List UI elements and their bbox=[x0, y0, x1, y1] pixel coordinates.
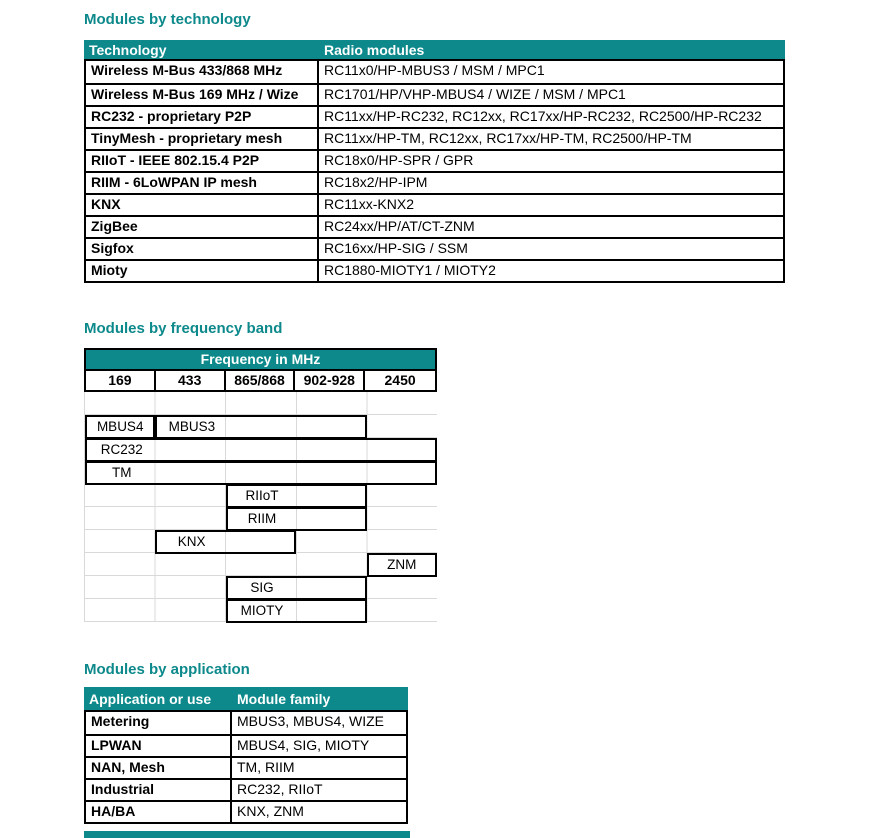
band-header-433: 433 bbox=[156, 371, 226, 390]
families-cell: KNX, ZNM bbox=[237, 803, 304, 819]
band-header-2450: 2450 bbox=[384, 372, 416, 388]
application-cell: LPWAN bbox=[86, 736, 232, 756]
families-cell: RC232, RIIoT bbox=[237, 781, 323, 797]
freq-box-label: MIOTY bbox=[240, 603, 284, 618]
application-table-header bbox=[84, 687, 408, 710]
freq-box-riiot bbox=[226, 484, 367, 508]
freq-box-label: SIG bbox=[250, 580, 274, 595]
table-row bbox=[86, 61, 783, 83]
modules-cell: RC11xx/HP-TM, RC12xx, RC17xx/HP-TM, RC2500/HP-TM bbox=[324, 130, 692, 146]
table-row bbox=[86, 105, 783, 127]
technology-section-title: Modules by technology bbox=[84, 11, 251, 28]
table-row bbox=[86, 127, 783, 149]
modules-cell: RC18x2/HP-IPM bbox=[324, 174, 428, 190]
band-header-169: 169 bbox=[86, 371, 156, 390]
technology-table-body bbox=[84, 59, 785, 283]
technology-cell: KNX bbox=[86, 195, 319, 215]
families-cell: TM, RIIM bbox=[237, 759, 295, 775]
table-row bbox=[86, 149, 783, 171]
module-family-column-header: Module family bbox=[237, 690, 331, 707]
application-table-body bbox=[84, 710, 408, 824]
technology-cell: RIIoT - IEEE 802.15.4 P2P bbox=[86, 151, 319, 171]
freq-box-mioty bbox=[226, 599, 367, 623]
frequency-grid bbox=[84, 392, 437, 622]
modules-cell: RC11x0/HP-MBUS3 / MSM / MPC1 bbox=[324, 62, 545, 78]
freq-box-riim bbox=[226, 507, 367, 531]
frequency-table-header: Frequency in MHz bbox=[84, 348, 437, 369]
modules-cell: RC11xx-KNX2 bbox=[324, 196, 414, 212]
freq-box-label: RC232 bbox=[100, 442, 143, 457]
table-row bbox=[86, 215, 783, 237]
freq-box-mbus4 bbox=[85, 415, 155, 439]
freq-box-label: RIIoT bbox=[245, 488, 279, 503]
freq-box-rc232 bbox=[85, 438, 437, 462]
application-cell: Industrial bbox=[86, 780, 232, 800]
freq-box-mbus3 bbox=[155, 415, 366, 439]
modules-cell: RC1880-MIOTY1 / MIOTY2 bbox=[324, 262, 496, 278]
modules-cell: RC18x0/HP-SPR / GPR bbox=[324, 152, 474, 168]
freq-box-sig bbox=[226, 576, 367, 600]
band-header-865-868: 865/868 bbox=[226, 371, 296, 390]
table-row bbox=[86, 237, 783, 259]
table-row bbox=[86, 734, 406, 756]
modules-cell: RC1701/HP/VHP-MBUS4 / WIZE / MSM / MPC1 bbox=[324, 86, 626, 102]
freq-box-label: RIIM bbox=[247, 511, 277, 526]
freq-box-knx bbox=[155, 530, 296, 554]
modules-cell: RC16xx/HP-SIG / SSM bbox=[324, 240, 468, 256]
technology-cell: Wireless M-Bus 433/868 MHz bbox=[86, 61, 319, 83]
families-cell: MBUS3, MBUS4, WIZE bbox=[237, 713, 385, 729]
application-cell: Metering bbox=[86, 712, 232, 734]
modules-cell: RC11xx/HP-RC232, RC12xx, RC17xx/HP-RC232, RC2500/HP-RC232 bbox=[324, 108, 762, 124]
freq-box-label: TM bbox=[112, 465, 132, 480]
application-column-header: Application or use bbox=[89, 690, 212, 707]
table-row bbox=[86, 193, 783, 215]
table-row bbox=[86, 756, 406, 778]
technology-cell: Sigfox bbox=[86, 239, 319, 259]
freq-box-label: KNX bbox=[177, 534, 206, 549]
technology-cell: ZigBee bbox=[86, 217, 319, 237]
table-row bbox=[86, 712, 406, 734]
technology-table bbox=[84, 40, 785, 283]
freq-box-label: ZNM bbox=[387, 557, 417, 572]
freq-box-tm bbox=[85, 461, 437, 485]
freq-box-label: MBUS3 bbox=[168, 419, 216, 434]
technology-cell: RC232 - proprietary P2P bbox=[86, 107, 319, 127]
radio-modules-column-header: Radio modules bbox=[324, 41, 425, 58]
technology-table-header bbox=[84, 40, 785, 59]
application-cell: NAN, Mesh bbox=[86, 758, 232, 778]
technology-column-header: Technology bbox=[89, 41, 167, 58]
application-table bbox=[84, 687, 408, 824]
modules-cell: RC24xx/HP/AT/CT-ZNM bbox=[324, 218, 475, 234]
technology-cell: Wireless M-Bus 169 MHz / Wize bbox=[86, 85, 319, 105]
technology-cell: Mioty bbox=[86, 261, 319, 281]
freq-box-label: MBUS4 bbox=[96, 419, 144, 434]
technology-cell: RIIM - 6LoWPAN IP mesh bbox=[86, 173, 319, 193]
application-section-title: Modules by application bbox=[84, 661, 250, 678]
partial-next-table-header bbox=[84, 831, 410, 838]
table-row bbox=[86, 171, 783, 193]
table-row bbox=[86, 778, 406, 800]
application-cell: HA/BA bbox=[86, 802, 232, 822]
table-row bbox=[86, 800, 406, 822]
frequency-table bbox=[84, 348, 437, 622]
table-row bbox=[86, 259, 783, 281]
families-cell: MBUS4, SIG, MIOTY bbox=[237, 737, 370, 753]
frequency-band-header-row bbox=[84, 369, 437, 392]
freq-box-znm bbox=[367, 553, 437, 577]
table-row bbox=[86, 83, 783, 105]
technology-cell: TinyMesh - proprietary mesh bbox=[86, 129, 319, 149]
band-header-902-928: 902-928 bbox=[295, 371, 365, 390]
frequency-section-title: Modules by frequency band bbox=[84, 320, 283, 337]
